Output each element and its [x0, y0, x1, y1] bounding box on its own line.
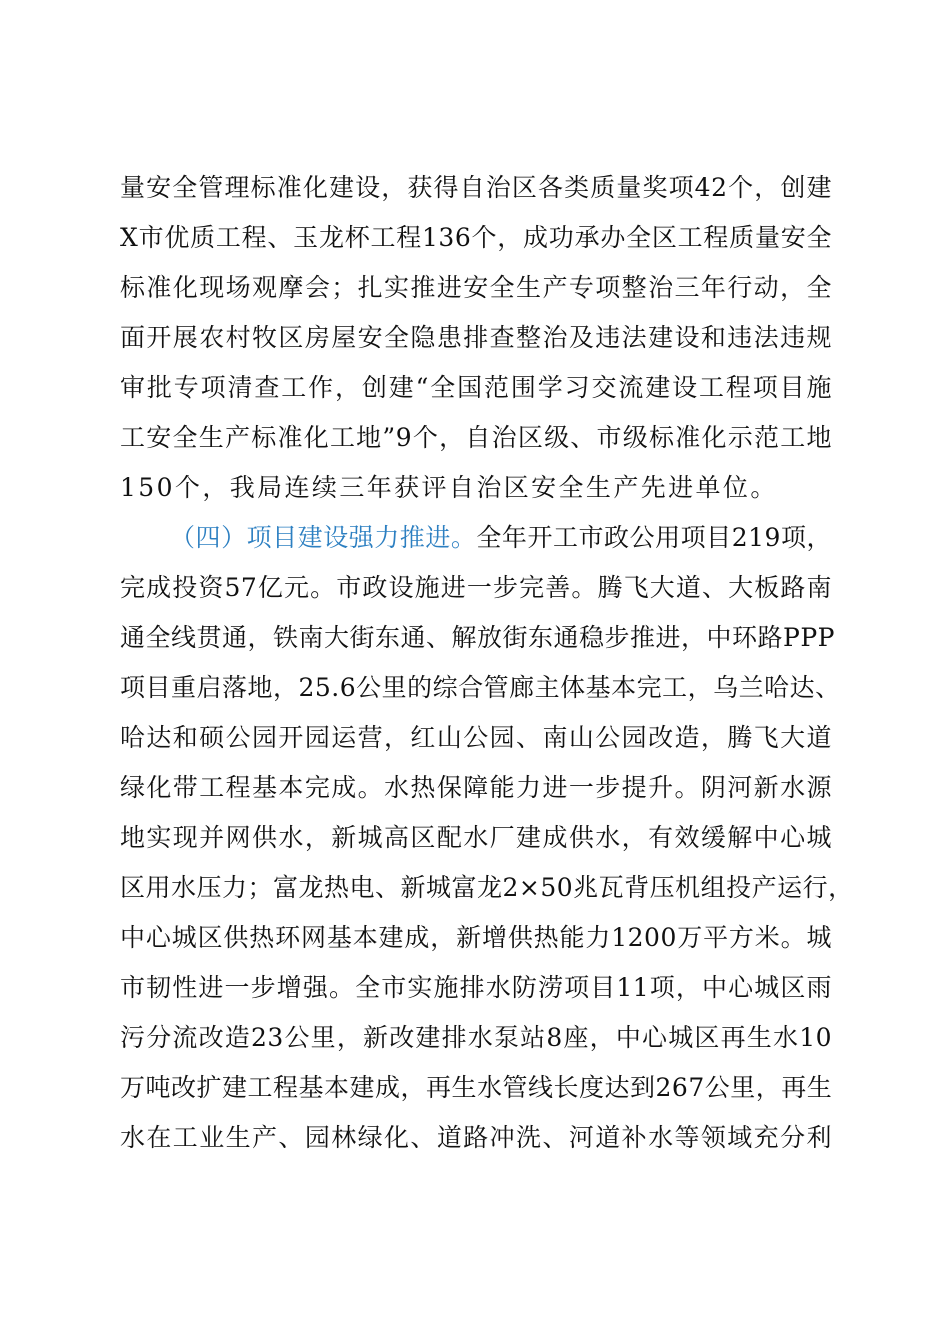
paragraph-line: 通全线贯通，铁南大街东通、解放街东通稳步推进，中环路PPP: [120, 623, 835, 652]
paragraph-line: 市韧性进一步增强。全市实施排水防涝项目11项，中心城区雨: [120, 973, 832, 1002]
paragraph-line: X市优质工程、玉龙杯工程136个，成功承办全区工程质量安全: [120, 223, 832, 252]
paragraph-line: 审批专项清查工作，创建“全国范围学习交流建设工程项目施: [120, 373, 832, 402]
paragraph-line: 哈达和硕公园开园运营，红山公园、南山公园改造，腾飞大道: [120, 723, 832, 752]
paragraph-line: 水在工业生产、园林绿化、道路冲洗、河道补水等领域充分利: [120, 1123, 832, 1152]
paragraph-line: 量安全管理标准化建设，获得自治区各类质量奖项42个，创建: [120, 173, 832, 202]
section-heading: （四）项目建设强力推进。: [170, 523, 477, 552]
paragraph-first-line: [170, 518, 832, 558]
paragraph-line: 地实现并网供水，新城高区配水厂建成供水，有效缓解中心城: [120, 823, 832, 852]
paragraph-line: 150个，我局连续三年获评自治区安全生产先进单位。: [120, 473, 778, 502]
paragraph-text: 全年开工市政公用项目219项，: [476, 523, 832, 552]
paragraph-line: 中心城区供热环网基本建成，新增供热能力1200万平方米。城: [120, 923, 832, 952]
paragraph-line: 标准化现场观摩会；扎实推进安全生产专项整治三年行动，全: [120, 273, 832, 302]
paragraph-line: 区用水压力；富龙热电、新城富龙2×50兆瓦背压机组投产运行，: [120, 873, 854, 902]
paragraph-line: 绿化带工程基本完成。水热保障能力进一步提升。阴河新水源: [120, 773, 832, 802]
paragraph-line: 完成投资57亿元。市政设施进一步完善。腾飞大道、大板路南: [120, 573, 832, 602]
paragraph-line: 污分流改造23公里，新改建排水泵站8座，中心城区再生水10: [120, 1023, 832, 1052]
paragraph-line: 工安全生产标准化工地”9个，自治区级、市级标准化示范工地: [120, 423, 832, 452]
paragraph-line: 面开展农村牧区房屋安全隐患排查整治及违法建设和违法违规: [120, 323, 832, 352]
paragraph-line: 项目重启落地，25.6公里的综合管廊主体基本完工，乌兰哈达、: [120, 673, 841, 702]
paragraph-line: 万吨改扩建工程基本建成，再生水管线长度达到267公里，再生: [120, 1073, 833, 1102]
